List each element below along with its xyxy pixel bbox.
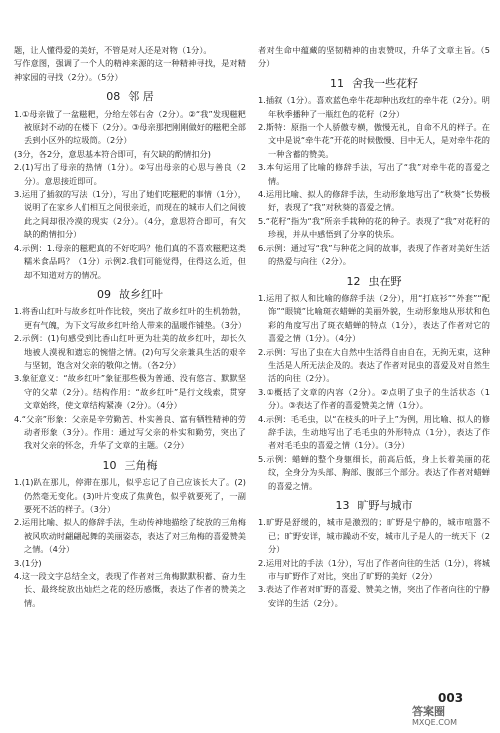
answer-item: 1.运用了拟人和比喻的修辞手法（2分），用“打底衫”“外套”“配饰”“眼镜”比喻斑衣蜡蝉的美丽外貌，生动形象地从形状和色彩的角度写出了斑衣蜡蝉的特点（1分），表达了作者对它的喜爱之情（1分）。（4分） (258, 292, 490, 344)
answer-item: 3.运用了插叙的写法（1分），写出了她们吃糍粑的事情（1分），说明了在家乡人们相互之间很亲近，而现在的城市人们之间彼此之间却很冷漠的现实（2分）。（4分，意思符合即可，有欠缺的酌情扣分） (14, 189, 246, 240)
answer-item: 1.将香山红叶与故乡红叶作比较，突出了故乡红叶的生机勃勃，更有气魄，为下文写故乡红叶给人带来的温暖作铺垫。（3分） (14, 306, 247, 330)
answer-item: 1.(1)趴在那儿，停滞在那儿，似乎忘记了自己应该长大了。(2)仍然毫无变化。(3)叶片变成了焦黄色，似乎就要死了，一副要死不活的样子。（3分） (14, 477, 246, 514)
answer-item: 3.①概括了文章的内容（2分）。②点明了虫子的生活状态（1分）。③表达了作者的喜爱赞美之情（1分）。 (258, 386, 490, 411)
section-10-title: 10 三角梅 (102, 458, 158, 472)
answer-item: 3.本句运用了比喻的修辞手法，写出了“我”对牵牛花的喜爱之情。 (258, 162, 490, 186)
answer-item: 4.运用比喻、拟人的修辞手法，生动形象地写出了“秋葵”长势极好，表现了“我”对秋葵的喜爱之情。 (258, 189, 490, 213)
answer-item: 2.示例：写出了虫在大自然中生活得自由自在，无拘无束，这种生活是人所无法企及的。表达了作者对昆虫的喜爱及对自然生活的向往（2分）。 (258, 346, 490, 384)
section-12-title: 12 虫在野 (346, 274, 402, 288)
answer-item: 2.(1)写出了母亲的热情（1分）。②写出母亲的心思与善良（2分）。意思接近即可。 (14, 162, 246, 186)
answer-item: 2.斯特：原指一个人骄傲专横，傲慢无礼，自命不凡的样子。在文中是说“牵牛花”开花的时候傲慢、目中无人，是对牵牛花的一种含蓄的赞美。 (258, 122, 490, 159)
watermark-logo: 答案圈 (412, 705, 445, 718)
answer-item: 3.表达了作者对旷野的喜爱、赞美之情，突出了作者向往的宁静安详的生活（2分）。 (258, 584, 490, 608)
left-column (14, 44, 246, 610)
answer-item: 4.示例：1.母亲的糍粑真的不好吃吗？他们真的不喜欢糍粑这类糯米食品吗？（1分）示例2.我们可能觉得，住得这么近，但却不知道对方的情况。 (14, 242, 246, 280)
page-number: 003 (438, 691, 464, 705)
answer-item: 3.象征意义：“故乡红叶”象征那些极为普通、没有悠言、默默坚守的父辈（2分）。结构作用：“故乡红叶”是行文线索，贯穿文章始终，使文章结构紧凑（2分）。（4分） (14, 373, 246, 411)
answer-item: 2.示例：(1)句感受到比香山红叶更为壮美的故乡红叶，却长久地被人漠视和遗忘的惋惜之情。(2)句写父亲兼具生活的艰辛与坚韧，饱含对父亲的敬仰之情。（各2分） (14, 333, 246, 370)
answer-item: 5.示例：蜡蝉的整个身躯细长，前高后低，身上长着美丽的花纹，全身分为头部、胸部、腹部三个部分。表达了作者对蜡蝉的喜爱之情。 (258, 453, 490, 491)
answer-item: 2.运用对比的手法（1分），写出了作者向往的生活（1分），将城市与旷野作了对比，突出了旷野的美好（2分） (258, 557, 490, 582)
right-column (258, 44, 490, 610)
section-13-title: 13 旷野与城市 (335, 499, 413, 512)
answer-item: 4.这一段文字总结全文，表现了作者对三角梅默默积蓄、奋力生长、最终绽放出灿烂之花的经历感慨，表达了作者的赞美之情。 (14, 571, 246, 608)
answer-item: 5.“花籽”指为“我”所亲手栽种的花的种子。表现了“我”对花籽的珍视，并从中感悟到了分享的快乐。 (258, 215, 490, 240)
answer-item: (3分，各2分，意思基本符合即可，有欠缺的酌情扣分) (14, 148, 211, 159)
answer-item: 3.(1分) (14, 557, 42, 568)
watermark-url: MXQE.COM (412, 718, 458, 727)
answer-item: 4.示例：毛毛虫，以“在枝头的叶子上”为例，用比喻、拟人的修辞手法，生动地写出了毛毛虫的外形特点（1分），表达了作者对毛毛虫的喜爱之情（1分）。（3分） (258, 413, 490, 451)
left-top-line-1: 题，让人懂得爱的美好，不管是对人还是对物（1分）。 (14, 45, 212, 55)
section-08-title: 08 邻 居 (106, 90, 154, 104)
answer-item: 1.插叙（1分）。喜欢蓝色牵牛花却种出玫红的牵牛花（2分）。明年秋季播种了一瓶红色的花籽（2分） (258, 95, 490, 119)
answer-item: 1.①母亲做了一盆糍粑，分给左邻右舍（2分）。②“我”发现糍粑被原封不动的在楼下（2分）。③母亲那把刚刚做好的糍粑全部丢到小区外的垃圾筒。（2分） (14, 108, 246, 146)
answer-item: 4.“父亲”形象：父亲是辛劳勤苦、朴实善良、富有牺牲精神的劳动者形象（3分）。作用：通过写父亲的朴实和勤劳，突出了我对父亲的怀念，升华了文章的主题。（2分） (14, 413, 246, 451)
section-09-title: 09 故乡红叶 (97, 287, 163, 301)
answer-item: 1.旷野是舒缓的，城市是激烈的；旷野是宁静的，城市喧嚣不已；旷野安详，城市躁动不安，城市儿子是人的一统天下（2分） (258, 517, 490, 555)
section-11-title: 11 舍我一些花籽 (330, 76, 418, 90)
left-top-line-2: 写作意图，强调了一个人的精神来源的这一种精神寻找，是对精神家园的寻找（2分）。（5分） (14, 58, 246, 82)
answer-item: 6.示例：通过写“我”与种花之间的故事，表现了作者对美好生活的热爱与向往（2分）。 (258, 242, 490, 267)
answer-item: 2.运用比喻、拟人的修辞手法，生动传神地描绘了绽放的三角梅被风吹动时翩翩起舞的美丽姿态，表达了对三角梅的喜爱赞美之情。（4分） (14, 517, 246, 555)
right-top-line: 者对生命中蕴藏的坚韧精神的由衷赞叹，升华了文章主旨。（5分） (258, 45, 490, 69)
